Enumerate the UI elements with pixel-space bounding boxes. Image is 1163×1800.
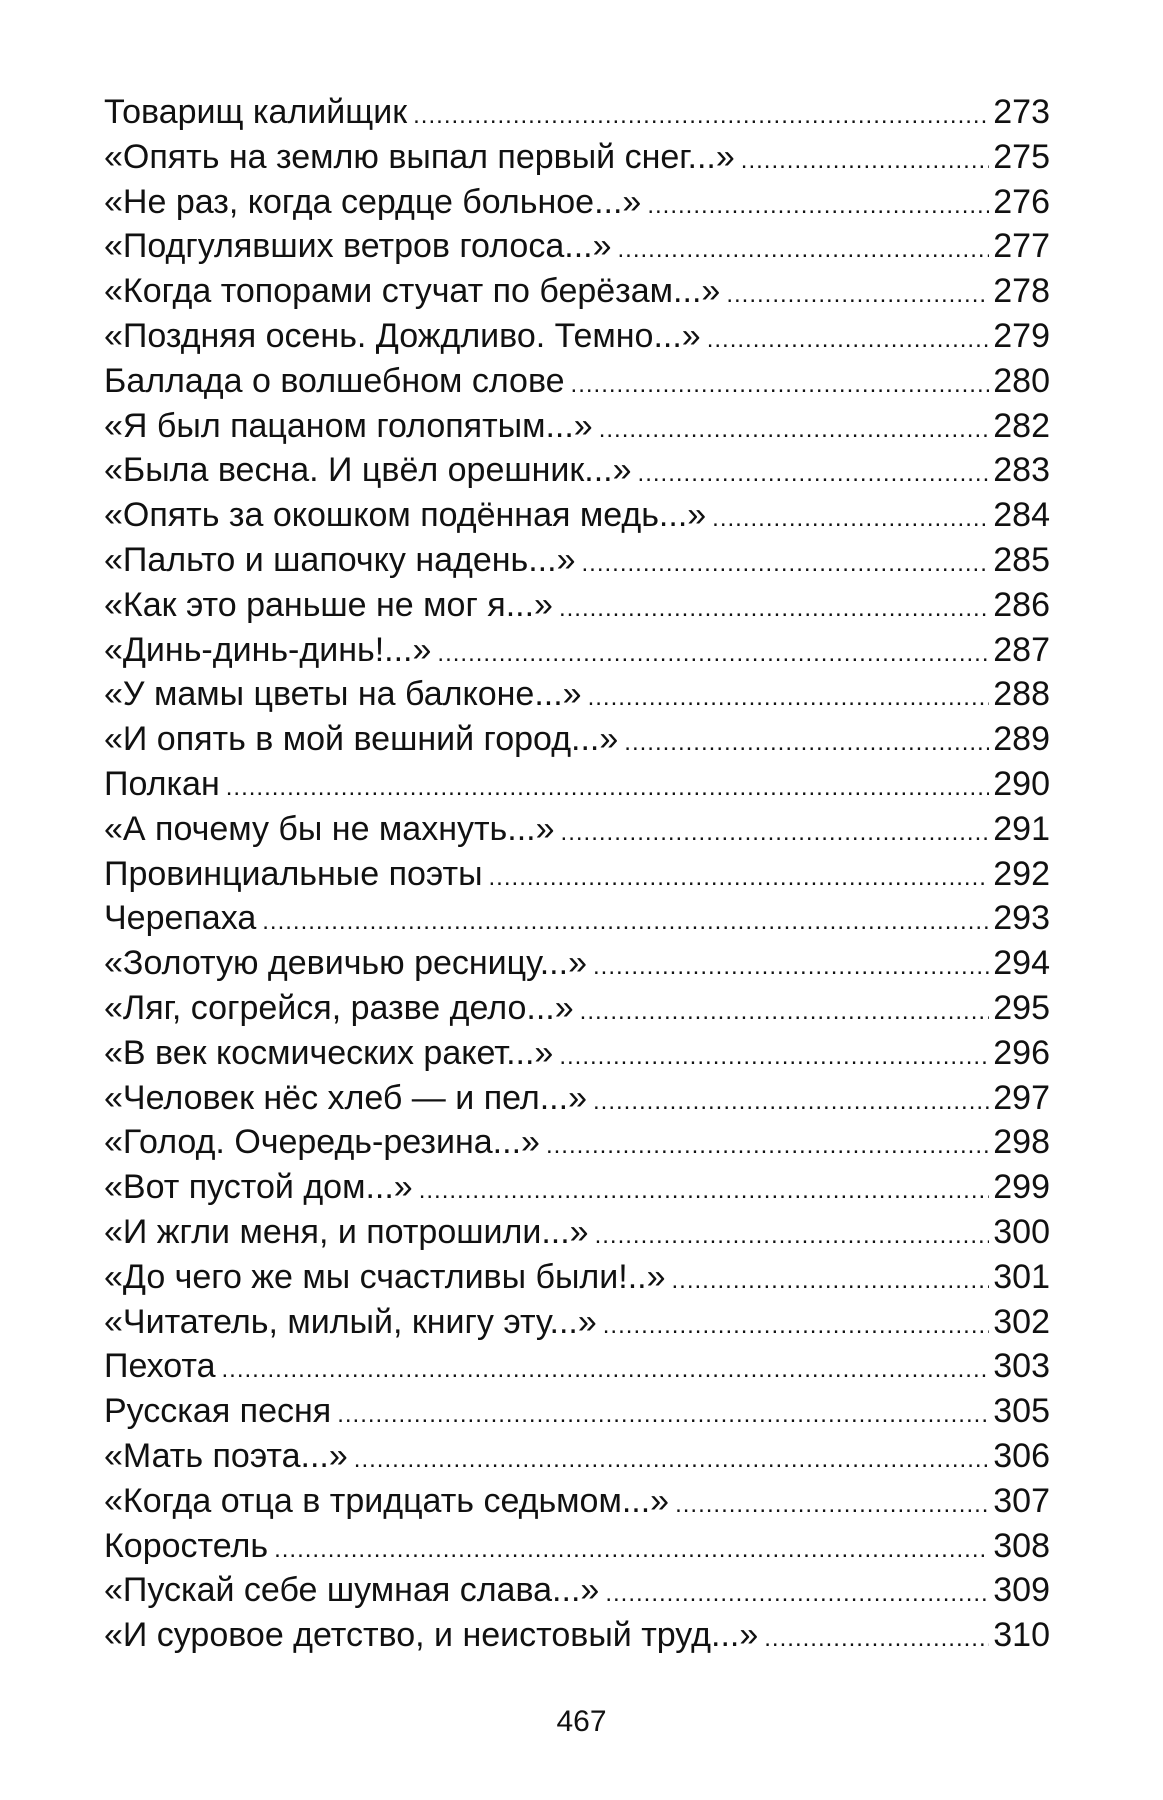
dot-leader <box>618 228 990 273</box>
toc-entry-page: 301 <box>993 1257 1050 1296</box>
dot-leader <box>337 1393 989 1438</box>
dot-leader <box>605 1572 989 1617</box>
toc-entry-page: 294 <box>993 944 1050 983</box>
toc-entry <box>104 1524 1050 1569</box>
toc-entry-title: «Подгулявших ветров голоса...» <box>104 227 612 266</box>
toc-entry-title: Товарищ калийщик <box>104 93 408 131</box>
toc-entry <box>104 941 1050 986</box>
dot-leader <box>226 766 990 811</box>
toc-entry-title: «Вот пустой дом...» <box>104 1168 413 1207</box>
dot-leader <box>546 1124 989 1169</box>
toc-entry <box>104 583 1050 628</box>
toc-entry <box>104 628 1050 673</box>
toc-entry-page: 291 <box>993 809 1050 848</box>
toc-entry <box>104 359 1050 404</box>
dot-leader <box>624 721 989 766</box>
toc-entry <box>104 269 1050 314</box>
toc-entry-title: «Когда отца в тридцать седьмом...» <box>104 1481 670 1520</box>
toc-entry-page: 305 <box>993 1392 1050 1431</box>
toc-entry <box>104 180 1050 225</box>
toc-entry-page: 283 <box>993 451 1050 490</box>
dot-leader <box>672 1259 990 1304</box>
toc-entry <box>104 807 1050 852</box>
toc-entry <box>104 1300 1050 1345</box>
toc-entry-page: 307 <box>993 1481 1050 1520</box>
toc-entry <box>104 1210 1050 1255</box>
toc-entry-page: 287 <box>993 630 1050 669</box>
dot-leader <box>593 1080 989 1125</box>
toc-entry <box>104 1076 1050 1121</box>
toc-entry <box>104 1479 1050 1524</box>
toc-entry-page: 289 <box>993 720 1050 759</box>
table-of-contents <box>104 90 1050 1658</box>
toc-entry <box>104 852 1050 897</box>
toc-entry-page: 280 <box>993 361 1050 400</box>
toc-entry-page: 309 <box>993 1571 1050 1610</box>
toc-entry-page: 277 <box>993 227 1050 266</box>
toc-entry-page: 302 <box>993 1302 1050 1341</box>
toc-entry-title: «Голод. Очередь-резина...» <box>104 1123 540 1162</box>
dot-leader <box>593 945 989 990</box>
toc-entry-page: 278 <box>993 272 1050 311</box>
toc-entry-title: «Золотую девичью ресницу...» <box>104 944 587 983</box>
toc-entry <box>104 1165 1050 1210</box>
dot-leader <box>588 676 990 721</box>
dot-leader <box>489 856 990 901</box>
toc-entry-page: 297 <box>993 1078 1050 1117</box>
dot-leader <box>764 1617 989 1662</box>
toc-entry-page: 288 <box>993 675 1050 714</box>
dot-leader <box>638 452 990 497</box>
toc-entry-page: 293 <box>993 899 1050 938</box>
dot-leader <box>675 1483 989 1528</box>
toc-entry-title: «До чего же мы счастливы были!..» <box>104 1257 666 1296</box>
toc-entry <box>104 135 1050 180</box>
toc-entry-title: Русская песня <box>104 1392 332 1431</box>
toc-entry-title: Пехота <box>104 1347 216 1386</box>
toc-entry <box>104 224 1050 269</box>
toc-entry <box>104 404 1050 449</box>
toc-entry <box>104 1255 1050 1300</box>
toc-entry <box>104 1344 1050 1389</box>
toc-entry <box>104 762 1050 807</box>
toc-entry-title: «Пальто и шапочку надень...» <box>104 540 576 579</box>
toc-entry-page: 296 <box>993 1033 1050 1072</box>
toc-entry-title: «Не раз, когда сердце больное...» <box>104 182 642 221</box>
toc-entry <box>104 538 1050 583</box>
toc-entry-page: 298 <box>993 1123 1050 1162</box>
toc-entry-page: 273 <box>993 93 1050 131</box>
toc-entry-title: «Я был пацаном голопятым...» <box>104 406 593 445</box>
dot-leader <box>571 363 990 408</box>
dot-leader <box>274 1528 989 1573</box>
toc-entry-title: «Динь-динь-динь!...» <box>104 630 432 669</box>
toc-entry <box>104 1389 1050 1434</box>
toc-entry-page: 285 <box>993 540 1050 579</box>
toc-entry <box>104 1031 1050 1076</box>
dot-leader <box>354 1438 989 1483</box>
toc-entry-title: «Ляг, согрейся, разве дело...» <box>104 988 574 1027</box>
toc-entry <box>104 90 1050 135</box>
dot-leader <box>581 542 989 587</box>
toc-entry-page: 290 <box>993 764 1050 803</box>
toc-entry <box>104 717 1050 762</box>
toc-entry-title: «В век космических ракет...» <box>104 1033 554 1072</box>
toc-entry-title: «И опять в мой вешний город...» <box>104 720 619 759</box>
toc-entry <box>104 1120 1050 1165</box>
toc-entry-page: 295 <box>993 988 1050 1027</box>
toc-entry-title: Провинциальные поэты <box>104 854 483 893</box>
toc-entry-title: «У мамы цветы на балконе...» <box>104 675 582 714</box>
dot-leader <box>707 318 990 363</box>
toc-entry <box>104 1434 1050 1479</box>
dot-leader <box>603 1304 990 1349</box>
toc-entry <box>104 672 1050 717</box>
dot-leader <box>599 408 990 453</box>
toc-entry-page: 299 <box>993 1168 1050 1207</box>
dot-leader <box>559 1035 989 1080</box>
toc-entry-page: 282 <box>993 406 1050 445</box>
toc-entry <box>104 493 1050 538</box>
toc-entry <box>104 1613 1050 1658</box>
toc-entry-page: 284 <box>993 496 1050 535</box>
toc-entry-title: Полкан <box>104 764 220 803</box>
dot-leader <box>561 811 990 856</box>
toc-entry-page: 292 <box>993 854 1050 893</box>
toc-entry-page: 275 <box>993 137 1050 176</box>
toc-entry-title: Баллада о волшебном слове <box>104 361 565 400</box>
toc-entry-title: «И суровое детство, и неистовый труд...» <box>104 1616 759 1655</box>
toc-entry-page: 286 <box>993 585 1050 624</box>
dot-leader <box>726 273 989 318</box>
toc-entry-title: «Как это раньше не мог я...» <box>104 585 553 624</box>
dot-leader <box>741 139 989 184</box>
dot-leader <box>647 184 989 229</box>
toc-entry-title: Черепаха <box>104 899 257 938</box>
toc-entry <box>104 986 1050 1031</box>
toc-entry-title: «Поздняя осень. Дождливо. Темно...» <box>104 316 701 355</box>
toc-entry-title: «Была весна. И цвёл орешник...» <box>104 451 632 490</box>
toc-entry <box>104 896 1050 941</box>
dot-leader <box>559 587 989 632</box>
toc-entry-title: «Опять за окошком подённая медь...» <box>104 496 707 535</box>
toc-entry-title: «Читатель, милый, книгу эту...» <box>104 1302 597 1341</box>
toc-entry-title: «Опять на землю выпал первый снег...» <box>104 137 735 176</box>
toc-entry-title: «Пускай себе шумная слава...» <box>104 1571 600 1610</box>
page-number: 467 <box>556 1705 607 1738</box>
toc-entry-page: 310 <box>993 1616 1050 1655</box>
toc-entry-title: «А почему бы не махнуть...» <box>104 809 555 848</box>
toc-entry <box>104 448 1050 493</box>
toc-entry-page: 306 <box>993 1436 1050 1475</box>
dot-leader <box>595 1214 990 1259</box>
toc-entry-title: Коростель <box>104 1526 269 1565</box>
toc-entry <box>104 314 1050 359</box>
toc-entry-title: «Когда топорами стучат по берёзам...» <box>104 272 721 311</box>
dot-leader <box>437 632 989 677</box>
toc-entry-page: 279 <box>993 316 1050 355</box>
toc-entry-page: 303 <box>993 1347 1050 1386</box>
dot-leader <box>580 990 990 1035</box>
toc-entry-title: «И жгли меня, и потрошили...» <box>104 1212 589 1251</box>
toc-entry <box>104 1568 1050 1613</box>
toc-entry-title: «Мать поэта...» <box>104 1436 348 1475</box>
dot-leader <box>712 497 989 542</box>
dot-leader <box>262 900 989 945</box>
dot-leader <box>413 94 989 139</box>
toc-entry-page: 276 <box>993 182 1050 221</box>
dot-leader <box>419 1169 990 1214</box>
toc-entry-page: 300 <box>993 1212 1050 1251</box>
toc-entry-page: 308 <box>993 1526 1050 1565</box>
dot-leader <box>221 1348 989 1393</box>
toc-entry-title: «Человек нёс хлеб — и пел...» <box>104 1078 587 1117</box>
